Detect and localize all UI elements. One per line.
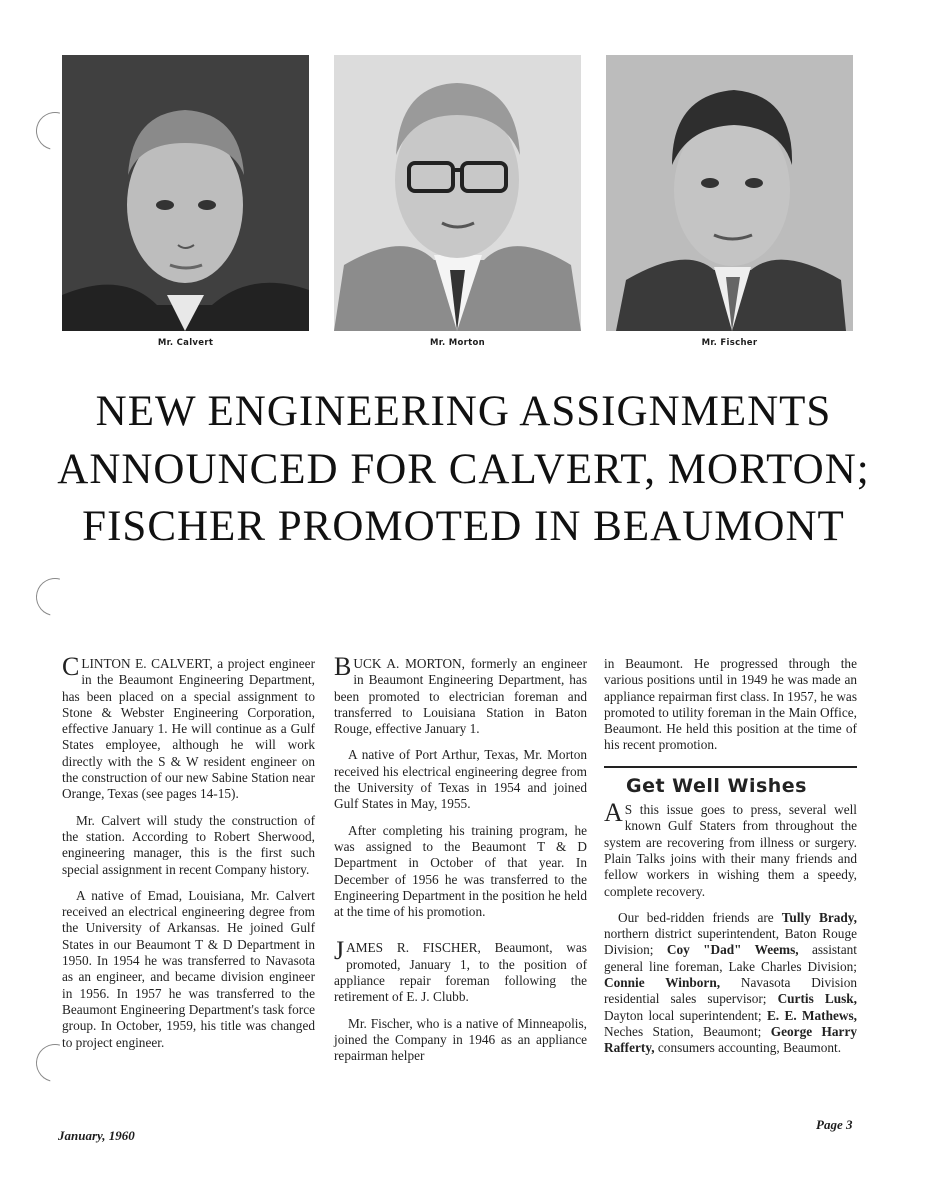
title-ee-mathews: Neches Station, Beaumont; — [604, 1023, 762, 1039]
name-george-rafferty: George Harry Rafferty, — [604, 1023, 857, 1056]
drop-cap-b: B — [334, 652, 352, 681]
calvert-paragraph-2: Mr. Calvert will study the construction of the station. According to Robert Sherwood, engineering manager, this is the first such special assignment in recent Company history. — [62, 812, 315, 877]
name-tully-brady: Tully Brady, — [781, 909, 857, 925]
binder-hole-middle — [29, 571, 81, 623]
name-ee-mathews: E. E. Mathews, — [766, 1007, 857, 1023]
article-headline: NEW ENGINEERING ASSIGNMENTS ANNOUNCED FOR CALVERT, MORTON; FISCHER PROMOTED IN BEAUMONT — [57, 388, 870, 550]
photo-calvert — [62, 55, 309, 331]
morton-paragraph-3: After completing his training program, he was assigned to the Beaumont T & D Department in October of that year. In December of 1956 he was transferred to the Engineering Department in the position he held at the time of his promotion. — [334, 822, 587, 920]
caption-fischer: Mr. Fischer — [701, 338, 758, 348]
drop-cap-j: J — [334, 936, 345, 966]
calvert-paragraph-1 — [62, 652, 315, 803]
section-divider — [604, 766, 857, 768]
photo-fischer — [606, 55, 853, 331]
column-2 — [334, 652, 587, 1075]
caption-morton: Mr. Morton — [429, 338, 486, 348]
fischer-paragraph-1 — [334, 936, 587, 1005]
morton-paragraph-2: A native of Port Arthur, Texas, Mr. Morton received his electrical engineering degree from the University of Texas in 1954 and joined Gulf States in May, 1955. — [334, 747, 587, 812]
get-well-paragraph-1 — [604, 798, 857, 900]
get-well-paragraph-2 — [604, 910, 857, 1057]
title-tully-brady: northern district superintendent, Baton Rouge Division; — [604, 926, 857, 958]
title-george-rafferty: consumers accounting, Beaumont. — [657, 1040, 842, 1056]
column-1 — [62, 652, 315, 1061]
drop-cap-a: A — [604, 798, 623, 828]
title-curtis-lusk: Dayton local superintendent; — [604, 1007, 762, 1023]
fischer-paragraph-2: Mr. Fischer, who is a native of Minneapolis, joined the Company in 1946 as an appliance repairman helper — [334, 1015, 587, 1064]
name-curtis-lusk: Curtis Lusk, — [777, 991, 857, 1007]
issue-date: January, 1960 — [58, 1128, 135, 1143]
name-connie-winborn: Connie Winborn, — [604, 975, 721, 991]
photo-morton — [334, 55, 581, 331]
drop-cap-c: C — [62, 652, 80, 681]
morton-paragraph-1-text: UCK A. MORTON, formerly an engineer in Beaumont Engineering Department, has been promoted to electrician foreman and transferred to Louisiana Station in Baton Rouge, effective January 1. — [334, 656, 587, 737]
title-connie-winborn: Navasota Division residential sales supervisor; — [604, 975, 857, 1007]
title-coy-weems: assistant general line foreman, Lake Charles Division; — [604, 942, 857, 974]
morton-paragraph-1 — [334, 652, 587, 737]
page-number: Page 3 — [816, 1117, 853, 1132]
get-well-intro: Our bed-ridden friends are — [618, 909, 774, 925]
fischer-paragraph-1-text: AMES R. FISCHER, Beaumont, was promoted, January 1, to the position of appliance repair foreman following the retirement of E. J. Clubb. — [334, 940, 587, 1005]
calvert-paragraph-1-text: LINTON E. CALVERT, a project engineer in the Beaumont Engineering Department, has been placed on a special assignment to Stone & Webster Engineering Corporation, effective January 1. He will continue as a Gulf States employee, although he will work directly with the S & W resident engineer on the construction of our new Sabine Station near Orange, Texas (see pages 14-15). — [62, 656, 315, 802]
caption-calvert: Mr. Calvert — [157, 338, 214, 348]
name-coy-weems: Coy "Dad" Weems, — [666, 942, 799, 958]
column-3 — [604, 656, 857, 1067]
calvert-paragraph-3: A native of Emad, Louisiana, Mr. Calvert received an electrical engineering degree from the University of Arkansas. He joined Gulf States in our Beaumont T & D Department in 1950. In 1954 he was transferred to Navasota as an engineer, and became division engineer in 1956. In 1957 he was transferred to the Beaumont Engineering Department's task force group. In October, 1959, his title was changed to project engineer. — [62, 887, 315, 1050]
fischer-paragraph-continued: in Beaumont. He progressed through the various positions until in 1949 he was made an appliance repairman first class. In 1957, he was promoted to utility foreman in the Main Office, Beaumont. He held this position at the time of his recent promotion. — [604, 656, 857, 753]
get-well-wishes-heading: Get Well Wishes — [626, 774, 807, 797]
get-well-paragraph-1-text: S this issue goes to press, several well known Gulf Staters from throughout the system are recovering from illness or surgery. Plain Talks joins with their many friends and fellow workers in wishing them a speedy, complete recovery. — [604, 802, 857, 899]
